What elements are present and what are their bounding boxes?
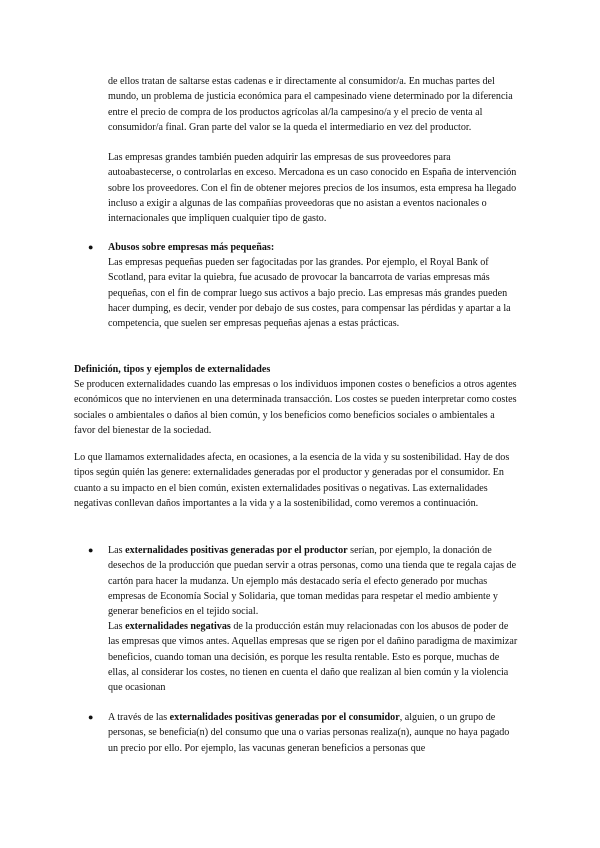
consumidor-paragraph — [108, 710, 518, 756]
productor-rest: serían, por ejemplo, la donación de desechos de la producción que puedan servir a otras personas, como una tienda que te regala cajas de cartón para hacer la mudanza. Un ejemplo más destacado sería el efecto generado por muchas empresas de Economía Social y Solidaria, que toman medidas para respetar el medio ambiente y generar beneficios en el tejido social. — [108, 545, 517, 618]
bullet-abusos: ● — [88, 242, 94, 252]
externalidades-types: Lo que llamamos externalidades afecta, en ocasiones, a la esencia de la vida y su sostenibilidad. Hay de dos tipos según quién las genere: externalidades generadas por el productor y generadas por el consumidor. En cuanto a su impacto en el bien común, existen externalidades positivas o negativas. Las externalidades negativas conllevan daños importantes a la vida y a la sostenibilidad, como veremos a continuación. — [74, 452, 510, 509]
intro-paragraph-suppliers: Las empresas grandes también pueden adquirir las empresas de sus proveedores para autoabastecerse, o controlarlas en exceso. Mercadona es un caso conocido en España de intervención sobre los proveedores. Con el fin de obtener mejores precios de los insumos, esta empresa ha llegado incluso a exigir a algunas de las compañías proveedoras que no asistan a eventos nacionales o internacionales que impliquen cualquier tipo de gasto. — [108, 152, 517, 225]
section-heading — [74, 362, 518, 377]
productor-positive-paragraph — [108, 543, 518, 619]
productor-neg-rest: de la producción están muy relacionadas con los abusos de poder de las empresas que vimos antes. Aquellas empresas que se rigen por el dañino paradigma de maximizar beneficios, cuando toman una decisión, es porque les resulta rentable. Esto es porque, muchas de ellas, al considerar los costes, no tienen en cuenta el daño que realizan al bien común y la violencia que ocasionan — [108, 621, 518, 694]
productor-negative-paragraph — [108, 619, 518, 695]
productor-neg-lead: Las — [108, 621, 126, 632]
productor-lead: Las — [108, 545, 126, 556]
abusos-paragraph: Las empresas pequeñas pueden ser fagocitadas por las grandes. Por ejemplo, el Royal Bank of Scotland, para evitar la quiebra, fue acusado de provocar la bancarrota de varias empresas más pequeñas, con el fin de comprar luego sus activos a bajo precio. Las empresas más grandes pueden hacer dumping, es decir, vender por debajo de sus costes, para compensar las pérdidas y apartar a la competencia, que suelen ser empresas pequeñas ajenas a estas prácticas. — [108, 257, 511, 330]
abusos-title-text: Abusos sobre empresas más pequeñas: — [108, 242, 275, 253]
bullet-consumidor: ● — [88, 712, 94, 722]
productor-neg-bold: externalidades negativas — [125, 621, 231, 632]
productor-bold: externalidades positivas generadas por el productor — [125, 545, 348, 556]
externalidades-definition: Se producen externalidades cuando las empresas o los individuos imponen costes o beneficios a otros agentes económicos que no intervienen en una determinada transacción. Los costes se pueden interpretar como costes sociales o ambientales o daños al bien común, y los beneficios como beneficios sociales o ambientales a favor del bienestar de la sociedad. — [74, 379, 517, 436]
consumidor-lead: A través de las — [108, 712, 170, 723]
intro-paragraph-intermediaries: de ellos tratan de saltarse estas cadenas e ir directamente al consumidor/a. En muchas partes del mundo, un problema de justicia económica para el campesinado viene determinado por la diferencia entre el precio de compra de los productos agrícolas al/la campesino/a y el precio de venta al consumidor/a final. Gran parte del valor se la queda el intermediario en vez del productor. — [108, 76, 513, 133]
consumidor-rest: , alguien, o un grupo de personas, se beneficia(n) del consumo que una o varias personas realiza(n), aunque no haya pagado un precio por ello. Por ejemplo, las vacunas generan beneficios a personas que — [108, 712, 510, 754]
abusos-title — [108, 240, 518, 255]
bullet-productor: ● — [88, 545, 94, 555]
section-heading-text: Definición, tipos y ejemplos de externalidades — [74, 364, 271, 375]
consumidor-bold: externalidades positivas generadas por el consumidor — [169, 712, 400, 723]
